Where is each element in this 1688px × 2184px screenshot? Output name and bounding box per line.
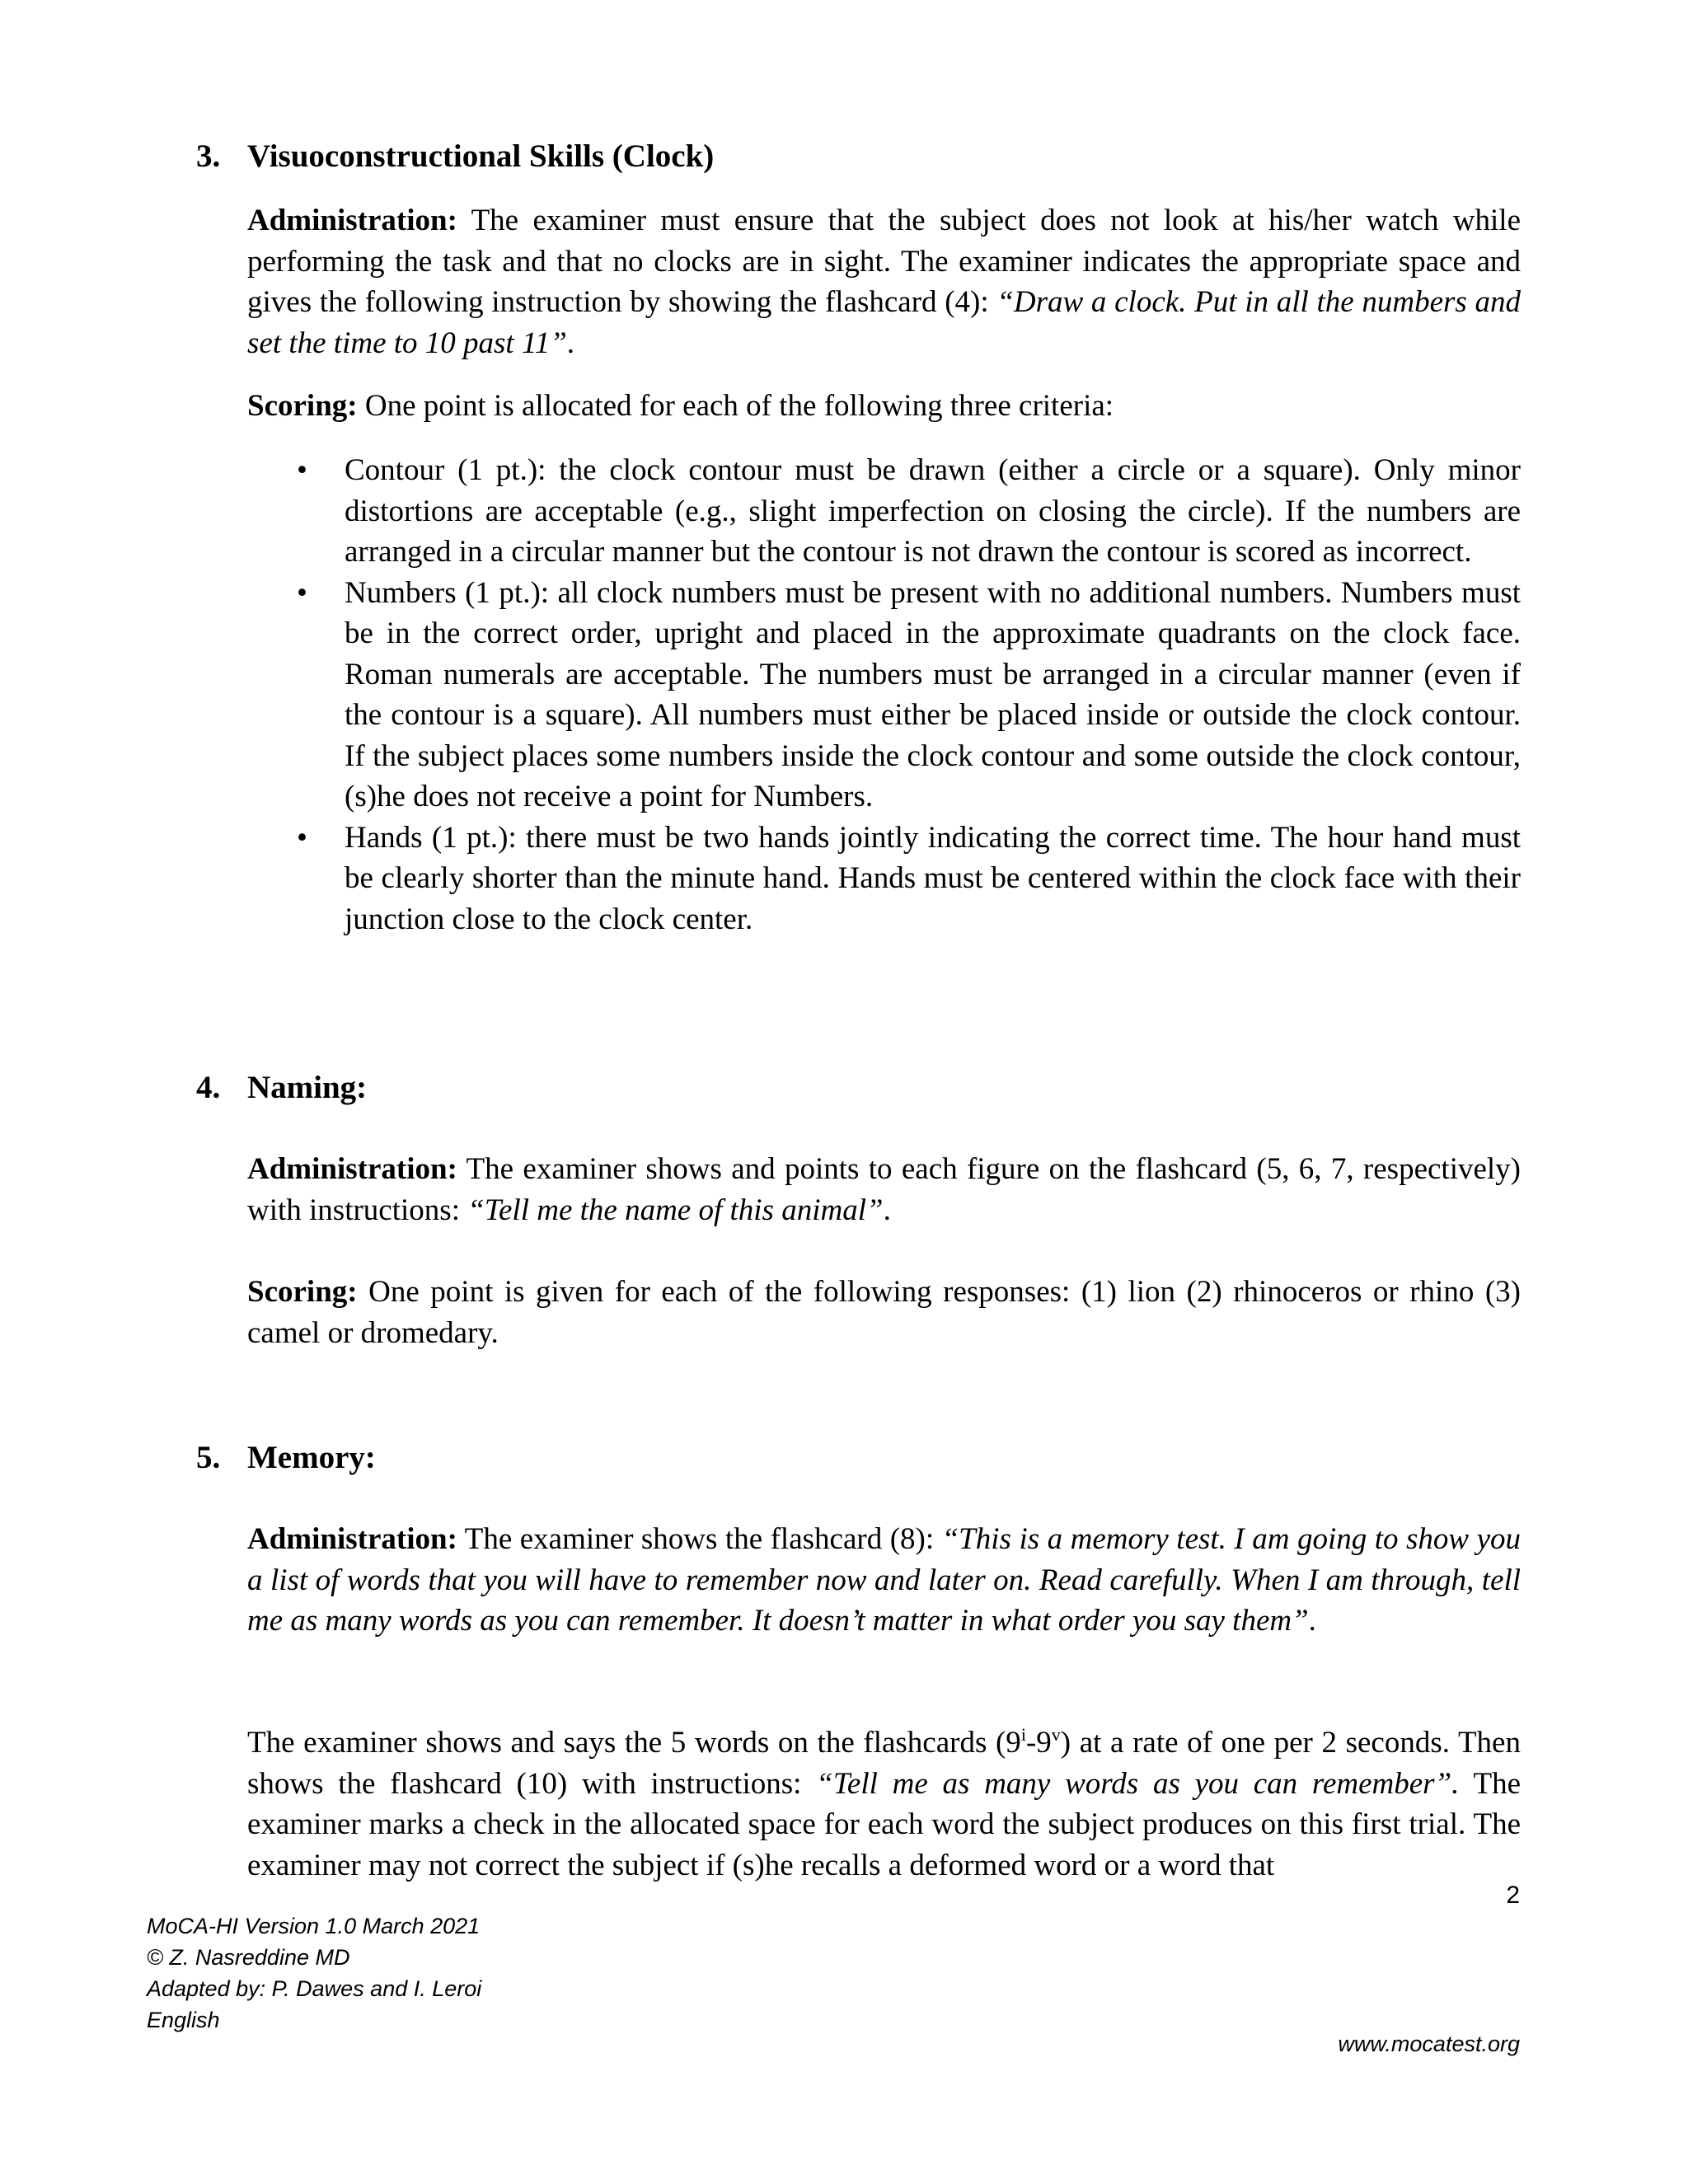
section-5-heading xyxy=(196,1438,376,1478)
scoring-criteria-list xyxy=(247,450,1521,940)
procedure-text: ) at a rate of one per 2 seconds. Then shows the flashcard (10) with instructions: xyxy=(247,1726,1521,1801)
criterion-hands xyxy=(247,818,1521,940)
section-4-administration xyxy=(247,1149,1521,1230)
procedure-text: The examiner marks a check in the allocated space for each word the subject produces on this first trial. The examiner may not correct the subject if (s)he recalls a deformed word or a word that xyxy=(247,1766,1522,1882)
footer-website: www.mocatest.org xyxy=(1338,2032,1520,2056)
instruction-quote: “Tell me as many words as you can remember”. xyxy=(816,1766,1460,1801)
criterion-text: Hands (1 pt.): there must be two hands jointly indicating the correct time. The hour hand must be clearly shorter than the minute hand. Hands must be centered within the clock face with their junction close to the clock center. xyxy=(345,820,1521,936)
bullet-icon: • xyxy=(297,575,307,610)
procedure-text: -9 xyxy=(1025,1726,1052,1760)
punctuation: . xyxy=(566,326,575,360)
instruction-quote: “This is a memory test. I am going to show you a list of words that you will have to remember now and later on. Read carefully. When I am through, tell me as many words as you can remember. It doesn’t matter in what order you say them” xyxy=(247,1522,1521,1638)
administration-text: The examiner must ensure that the subject does not look at his/her watch while performing the task and that no clocks are in sight. The examiner indicates the appropriate space and gives the following instruction by showing the flashcard (4): xyxy=(247,204,1521,319)
footer-copyright: © Z. Nasreddine MD xyxy=(147,1945,350,1970)
scoring-text: One point is given for each of the following responses: (1) lion (2) rhinoceros or rhino (3) camel or dromedary. xyxy=(247,1275,1521,1350)
criterion-text: Contour (1 pt.): the clock contour must be drawn (either a circle or a square). Only minor distortions are acceptable (e.g., slight imperfection on closing the circle). If the numbers are arranged in a circular manner but the contour is not drawn the contour is scored as incorrect. xyxy=(345,453,1521,569)
instruction-quote: “Tell me the name of this animal” xyxy=(467,1193,884,1227)
page-number: 2 xyxy=(1506,1882,1520,1909)
administration-label: Administration: xyxy=(247,204,457,237)
footer-adapted-by: Adapted by: P. Dawes and I. Leroi xyxy=(147,1976,482,2001)
administration-label: Administration: xyxy=(247,1152,457,1186)
superscript: i xyxy=(1020,1724,1026,1745)
footer-version: MoCA-HI Version 1.0 March 2021 xyxy=(147,1914,481,1938)
scoring-label: Scoring: xyxy=(247,1275,358,1309)
procedure-text: The examiner shows and says the 5 words on the flashcards (9 xyxy=(247,1726,1021,1760)
criterion-contour xyxy=(247,450,1521,573)
footer-language: English xyxy=(147,2008,220,2032)
administration-text: The examiner shows the flashcard (8): xyxy=(457,1522,942,1556)
superscript: v xyxy=(1051,1724,1061,1745)
section-3-scoring xyxy=(247,386,1521,427)
section-title: Visuoconstructional Skills (Clock) xyxy=(247,138,715,174)
footer-info xyxy=(147,1910,481,2036)
section-number: 4. xyxy=(196,1070,221,1105)
scoring-label: Scoring: xyxy=(247,389,358,423)
bullet-icon: • xyxy=(297,820,307,855)
section-title: Memory: xyxy=(247,1440,376,1475)
administration-label: Administration: xyxy=(247,1522,457,1556)
section-3-administration xyxy=(247,200,1521,363)
punctuation: . xyxy=(883,1193,891,1227)
section-4-scoring xyxy=(247,1272,1521,1353)
criterion-numbers xyxy=(247,573,1521,818)
section-3-heading xyxy=(196,137,714,176)
section-5-administration xyxy=(247,1519,1521,1642)
punctuation: . xyxy=(1308,1604,1316,1638)
criterion-text: Numbers (1 pt.): all clock numbers must be present with no additional numbers. Numbers must be in the correct order, upright and placed in the approximate quadrants on the clock face. Roman numerals are acceptable. The numbers must be arranged in a circular manner (even if the contour is a square). All numbers must either be placed inside or outside the clock contour. If the subject places some numbers inside the clock contour and some outside the clock contour, (s)he does not receive a point for Numbers. xyxy=(345,575,1521,813)
section-4-heading xyxy=(196,1068,367,1108)
instruction-quote: “Draw a clock. Put in all the numbers and set the time to 10 past 11” xyxy=(247,285,1521,360)
section-title: Naming: xyxy=(247,1070,368,1105)
bullet-icon: • xyxy=(297,453,307,487)
administration-text: The examiner shows and points to each figure on the flashcard (5, 6, 7, respectively) with instructions: xyxy=(247,1152,1521,1227)
scoring-text: One point is allocated for each of the following three criteria: xyxy=(357,389,1114,423)
section-number: 3. xyxy=(196,138,221,174)
section-5-procedure xyxy=(247,1722,1521,1886)
section-number: 5. xyxy=(196,1440,221,1475)
